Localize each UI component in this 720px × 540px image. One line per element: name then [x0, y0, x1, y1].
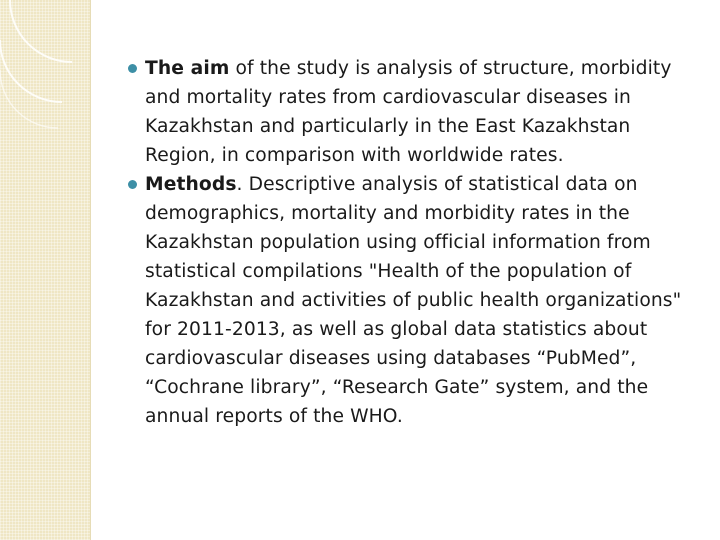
decorative-arcs-icon [0, 0, 80, 140]
content-body [125, 54, 705, 431]
bullet-text-methods: . Descriptive analysis of statistical data on demographics, mortality and morbidity rates in the Kazakhstan population using official information from statistical compilations "Health of the population of Kazakhstan and activities of public health organizations" for 2011-2013, as well as global data statistics about cardiovascular diseases using databases “PubMed”, “Cochrane library”, “Research Gate” system, and the annual reports of the WHO. [145, 174, 682, 427]
panel-divider [90, 0, 91, 540]
bullet-lead-aim: The aim [145, 58, 230, 79]
bullet-lead-methods: Methods [145, 174, 237, 195]
bullet-item-aim [125, 54, 705, 170]
decorative-side-panel [0, 0, 90, 540]
bullet-item-methods [125, 170, 705, 431]
bullet-text-aim: of the study is analysis of structure, morbidity and mortality rates from cardiovascular diseases in Kazakhstan and particularly in the East Kazakhstan Region, in comparison with worldwide rates. [145, 58, 672, 166]
bullet-dot-icon [128, 180, 137, 189]
bullet-dot-icon [128, 64, 137, 73]
